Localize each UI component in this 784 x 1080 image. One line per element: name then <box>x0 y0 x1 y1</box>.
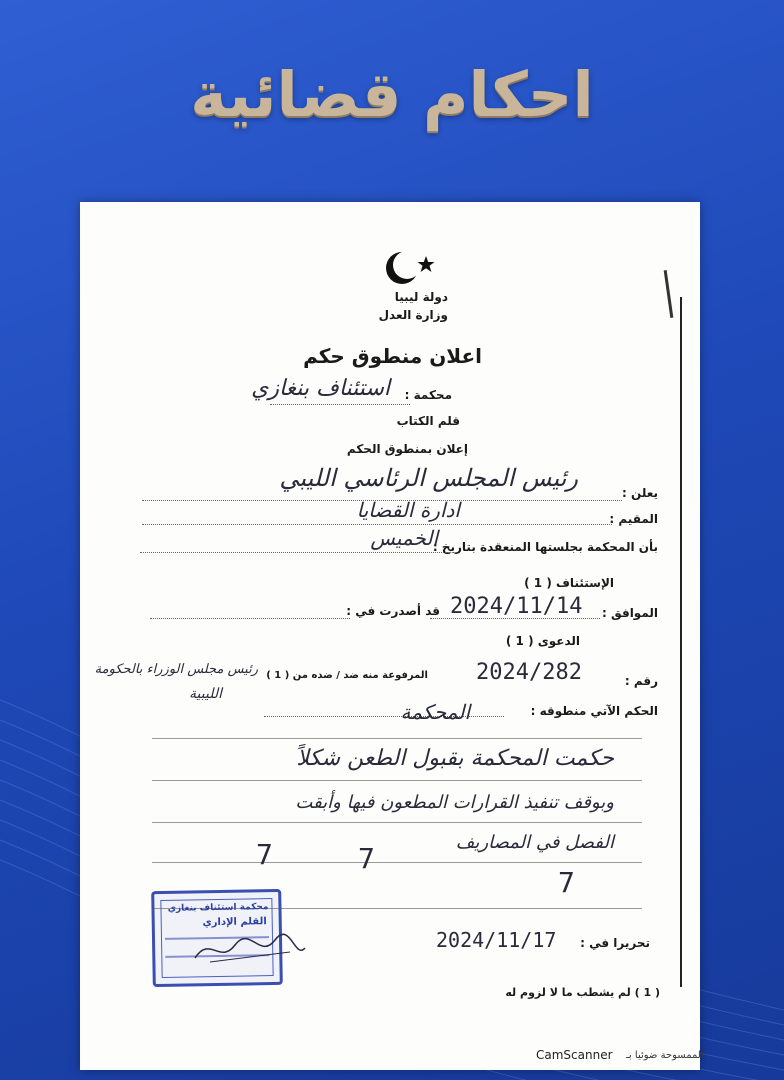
resident-label: المقيم : <box>609 512 658 526</box>
mark-2: 7 <box>256 838 273 871</box>
stamp-line-1: محكمة استئناف بنغازي <box>167 902 269 914</box>
court-line <box>270 404 410 405</box>
filed-value: رئيس مجلس الوزراء بالحكومة <box>94 662 258 677</box>
corresponding-value: 2024/11/14 <box>450 594 583 619</box>
mark-3: 7 <box>558 866 575 899</box>
verdict-line-4: الفصل في المصاريف <box>455 832 614 853</box>
filed-label: المرفوعة منه ضد / ضده من ( 1 ) <box>266 670 428 681</box>
corresponding-label: الموافق : <box>602 606 658 620</box>
resident-value: ادارة القضايا <box>356 498 460 522</box>
ruled-line-1 <box>152 738 642 739</box>
session-line <box>140 552 450 553</box>
verdict-line-2: حكمت المحكمة بقبول الطعن شكلاً <box>296 746 614 771</box>
verdict-line-3: وبوقف تنفيذ القرارات المطعون فيها وأبقت <box>295 792 614 813</box>
number-label: رقم : <box>624 674 658 688</box>
court-label: محكمة : <box>404 388 452 402</box>
announce-label: يعلن : <box>622 486 658 500</box>
stamp-line-2: القلم الإداري <box>202 916 267 929</box>
verdict-line-1: المحكمة <box>400 700 470 724</box>
number-value: 2024/282 <box>476 660 582 685</box>
case-label: الدعوى ( 1 ) <box>505 634 580 648</box>
edge-mark <box>664 270 674 318</box>
ruled-line-2 <box>152 780 642 781</box>
session-value: الخميس <box>370 526 438 550</box>
appeal-label: الإستئناف ( 1 ) <box>524 576 614 590</box>
ruled-line-3 <box>152 822 642 823</box>
document-page <box>80 202 700 1070</box>
resident-line <box>142 524 612 525</box>
written-label: تحريرا في : <box>580 936 650 950</box>
right-border-line <box>680 297 682 987</box>
department-label: قلم الكتاب <box>396 414 460 428</box>
session-label: بأن المحكمة بجلستها المنعقدة بتاريخ : <box>432 540 658 554</box>
crescent-star-icon <box>376 248 436 288</box>
written-value: 2024/11/17 <box>436 928 557 952</box>
subheading: إعلان بمنطوق الحكم <box>346 442 468 456</box>
issued-line <box>150 618 350 619</box>
scanner-label: الممسوحة ضوئيا بـ <box>626 1050 704 1061</box>
mark-1: 7 <box>358 842 375 875</box>
document-heading: اعلان منطوق حكم <box>303 344 482 368</box>
corresponding-line <box>430 618 600 619</box>
verdict-label: الحكم الآتي منطوقه : <box>530 704 658 718</box>
ministry-name: وزارة العدل <box>378 308 448 322</box>
footnote: ( 1 ) لم يشطب ما لا لزوم له <box>505 986 660 999</box>
signature-scribble <box>190 930 310 970</box>
state-name: دولة ليبيا <box>394 290 448 304</box>
court-name: استئناف بنغازي <box>251 376 390 401</box>
banner-title: احكام قضائية <box>190 58 594 131</box>
scanner-app: CamScanner <box>536 1048 613 1062</box>
ruled-line-4 <box>152 862 642 863</box>
filed-value-2: الليبية <box>189 686 222 702</box>
announce-value: رئيس المجلس الرئاسي الليبي <box>279 464 578 492</box>
issued-label: قد أصدرت في : <box>346 604 440 618</box>
